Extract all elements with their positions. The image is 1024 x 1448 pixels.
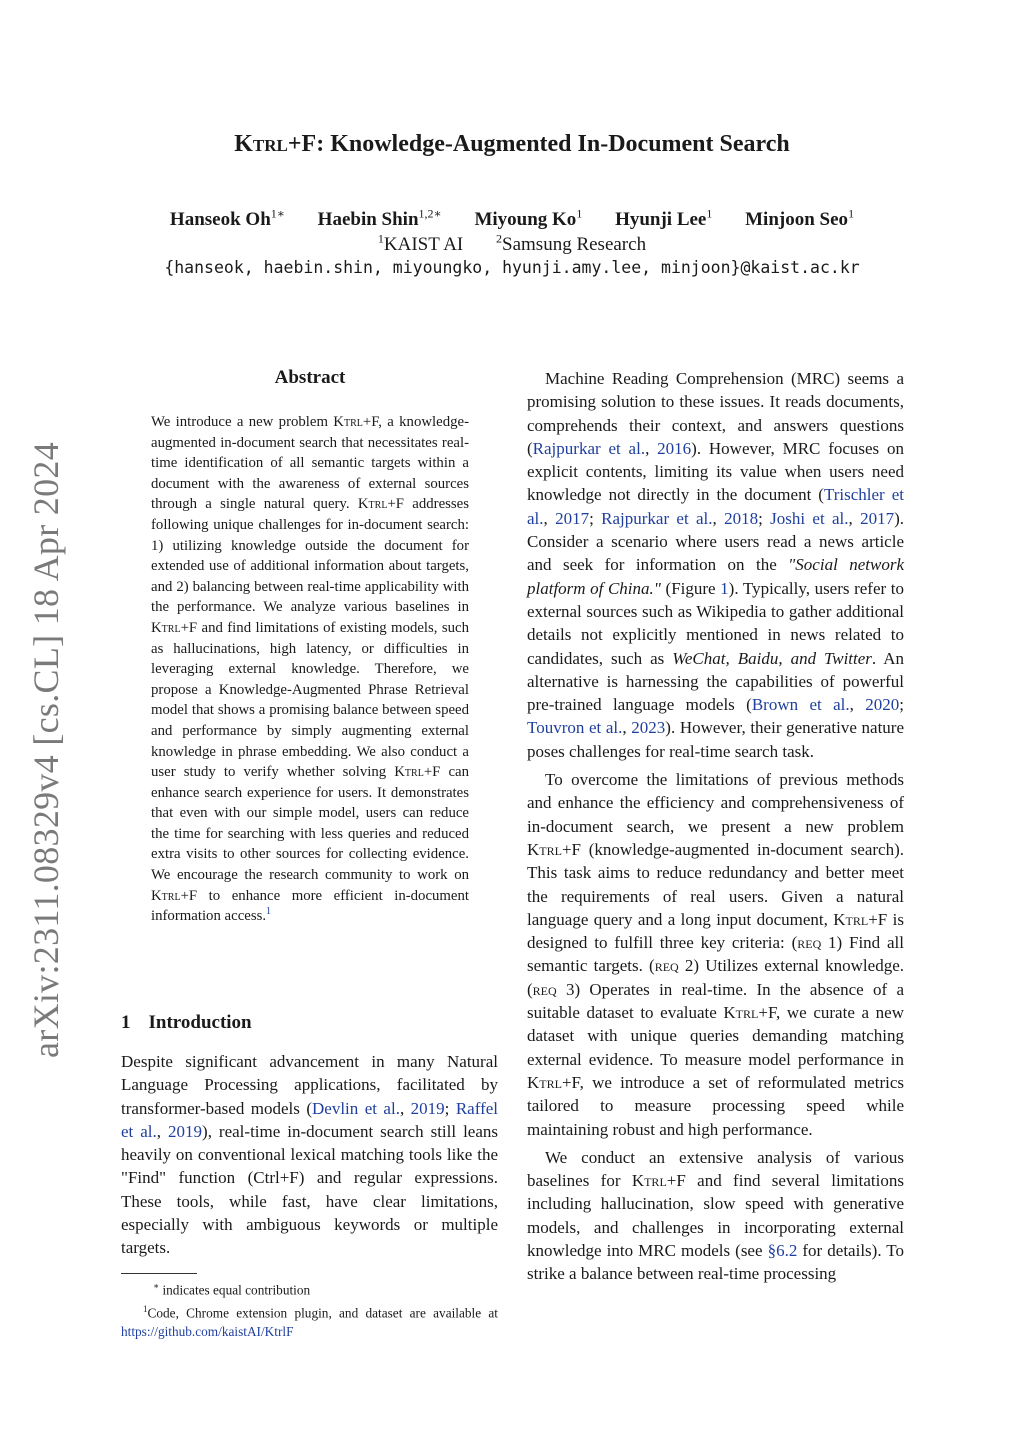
right-column [527,367,904,1286]
author-name: Hanseok Oh [169,209,271,231]
italic-text: WeChat, Baidu, and Twitter [672,648,872,668]
footnote-equal-contribution [121,1277,498,1300]
text: , [399,1098,411,1118]
section-ref-link[interactable]: §6.2 [767,1240,798,1260]
citation-link[interactable]: Rajpurkar et al. [601,508,713,528]
text: 1) Find all semantic targets. ( [527,933,904,976]
arxiv-identifier: arXiv:2311.08329v4 [cs.CL] 18 Apr 2024 [26,442,66,1058]
author-affil-mark: 1∗ [270,207,285,221]
author [615,209,712,230]
paragraph-problem-definition [527,768,904,1141]
author-affil-mark: 1,2∗ [418,207,442,221]
affiliation-name: KAIST AI [383,234,464,256]
text: , [849,695,866,715]
author [474,209,582,230]
section-heading-introduction [121,1012,252,1034]
author [170,209,285,230]
text: , [156,1121,169,1141]
text: To overcome the limitations of previous methods and enhance the efficiency and comprehensiveness of in-document search, we present a new problem [527,770,904,836]
text: +F and find several limitations including hallucination, slow speed with generative models, and challenges in incorporating external knowledge into MRC models (see [527,1171,904,1260]
ktrl-smallcaps: Ktrl [631,1171,667,1191]
author-affil-mark: 1 [576,207,583,221]
affiliation-mark: 2 [496,232,503,246]
text: indicates equal contribution [159,1282,311,1298]
citation-year-link[interactable]: 2016 [657,438,692,458]
citation-link[interactable]: Raffel et al. [121,1098,498,1141]
footnote-mark: ∗ [153,1281,160,1291]
ktrl-smallcaps: Ktrl [527,1072,562,1092]
text: ; [899,695,904,715]
footnote-link[interactable]: 1 [266,906,272,918]
author-name: Hyunji Lee [615,209,707,231]
citation-year-link[interactable]: 2017 [555,508,590,528]
citation-year-link[interactable]: 2020 [865,695,900,715]
text: Code, Chrome extension plugin, and dataset are available at [147,1305,498,1321]
text: (Figure [660,578,721,598]
text: 3) Operates in real-time. In the absence of a suitable dataset to evaluate [527,979,904,1023]
text: +F is designed to fulfill three key criteria: ( [527,909,904,953]
affiliation [378,234,463,255]
affiliation [496,234,646,255]
author-name: Miyoung Ko [474,209,577,231]
text: We introduce a new problem [151,414,334,430]
text: for details). To strike a balance between real-time processing [527,1240,905,1284]
ktrl-smallcaps: Ktrl [357,496,388,513]
ktrl-smallcaps: Ktrl [394,764,424,781]
text: +F, a knowledge-augmented in-document search that necessitates real-time identification of all semantic targets within a document with the awareness of external sources through a single natural query. [151,414,469,513]
req-smallcaps: req [532,979,557,999]
intro-paragraph [121,1050,498,1260]
ktrl-smallcaps: Ktrl [333,414,363,430]
paragraph-analysis [527,1146,904,1286]
text: , [848,508,861,528]
ktrl-smallcaps: Ktrl [234,131,288,157]
section-number: 1 [121,1012,131,1033]
footnote-divider [121,1273,197,1274]
text: ), real-time in-document search still leans heavily on conventional lexical matching tools like the "Find" function (Ctrl+F) and regular expressions. These tools, while fast, have clear limitations, especially with ambiguous keywords or multiple targets. [121,1121,498,1258]
text: ; [444,1098,456,1118]
text: , [645,438,658,458]
abstract-body [151,412,469,927]
figure-ref-link[interactable]: 1 [720,578,729,598]
affiliation-name: Samsung Research [502,234,647,256]
ktrl-smallcaps: Ktrl [151,887,181,904]
author [318,209,442,230]
text: ). Consider a scenario where users read a news article and seek for information on the [527,508,904,575]
text: . An alternative is harnessing the capabilities of powerful pre-trained language models ( [527,648,904,715]
text: Despite significant advancement in many Natural Language Processing applications, facilitated by transformer-based models ( [121,1052,498,1118]
text: +F, we introduce a set of reformulated metrics tailored to measure processing speed while maintaining robust and high performance. [527,1072,904,1139]
author-list [0,207,1024,231]
abstract-heading: Abstract [274,367,346,388]
req-smallcaps: req [797,933,822,953]
author-affil-mark: 1 [706,207,713,221]
text: +F (knowledge-augmented in-document search). This task aims to reduce redundancy and better meet the requirements of real users. Given a natural language query and a long input document, [527,839,904,929]
text: ). Typically, users refer to external sources such as Wikipedia to gather additional details not explicitly mentioned in news related to candidates, such as [527,578,904,668]
paragraph-mrc [527,367,904,763]
citation-year-link[interactable]: 2017 [860,508,895,528]
text: +F and find limitations of existing models, such as hallucinations, high latency, or difficulties in leveraging external knowledge. Therefore, we propose a Knowledge-Augmented Phrase Retrieval model that shows a promising balance between speed and performance by simply augmenting external knowledge in phrase embedding. We also conduct a user study to verify whether solving [151,619,469,781]
author [745,209,854,230]
author-name: Haebin Shin [317,209,419,231]
citation-link[interactable]: Touvron et al. [527,718,623,738]
text: 2) Utilizes external knowledge. ( [527,956,904,999]
footnote-mark: 1 [143,1303,148,1314]
citation-link[interactable]: Joshi et al. [770,508,849,528]
citation-year-link[interactable]: 2023 [631,718,666,738]
text: +F addresses following unique challenges for in-document search: 1) utilizing knowledge outside the document for extended use of additional information about targets, and 2) balancing between real-time applicability with the performance. We analyze various baselines in [151,496,469,616]
ktrl-smallcaps: Ktrl [723,1003,759,1023]
text: +F, we curate a new dataset with unique queries demanding matching external evidence. To measure model performance in [527,1003,904,1069]
author-name: Minjoon Seo [745,209,849,231]
req-smallcaps: req [654,956,679,976]
citation-year-link[interactable]: 2019 [168,1121,203,1141]
ktrl-smallcaps: Ktrl [527,839,562,859]
text: , [712,508,725,528]
citation-link[interactable]: Devlin et al. [312,1098,400,1118]
footnotes [121,1277,498,1341]
author-affil-mark: 1 [848,207,855,221]
citation-year-link[interactable]: 2019 [410,1098,445,1118]
ktrl-smallcaps: Ktrl [151,619,181,636]
title-rest: +F: Knowledge-Augmented In-Document Search [287,131,790,157]
citation-link[interactable]: Trischler et al. [527,485,904,528]
text: , [543,508,556,528]
text: ). However, their generative nature poses challenges for real-time search task. [527,718,905,761]
italic-text: "Social network platform of China." [527,555,904,598]
text: ). However, MRC focuses on explicit contents, limiting its value when users need knowledge not directly in the document ( [527,438,904,505]
github-link[interactable]: https://github.com/kaistAI/KtrlF [121,1323,294,1339]
text: +F to enhance more efficient in-document information access. [151,887,469,925]
citation-link[interactable]: Brown et al. [751,695,850,715]
text: , [622,718,632,738]
text: ; [758,508,771,528]
text: We conduct an extensive analysis of various baselines for [527,1147,904,1191]
affiliations [0,232,1024,256]
paper-title [0,131,1024,158]
citation-link[interactable]: Rajpurkar et al. [532,438,646,458]
footnote-code [121,1300,498,1341]
text: ; [589,508,602,528]
ktrl-smallcaps: Ktrl [833,909,869,929]
text: +F can enhance search experience for users. It demonstrates that even with our simple model, users can reduce the time for searching with less queries and reduced extra visits to other sources for collecting evidence. We encourage the research community to work on [151,764,469,884]
affiliation-mark: 1 [377,232,384,246]
section-title: Introduction [148,1012,252,1033]
author-emails: {hanseok, haebin.shin, miyoungko, hyunji.amy.lee, minjoon}@kaist.ac.kr [164,258,860,277]
text: Machine Reading Comprehension (MRC) seems a promising solution to these issues. It reads documents, comprehends their context, and answers questions ( [527,369,904,458]
citation-year-link[interactable]: 2018 [724,508,759,528]
